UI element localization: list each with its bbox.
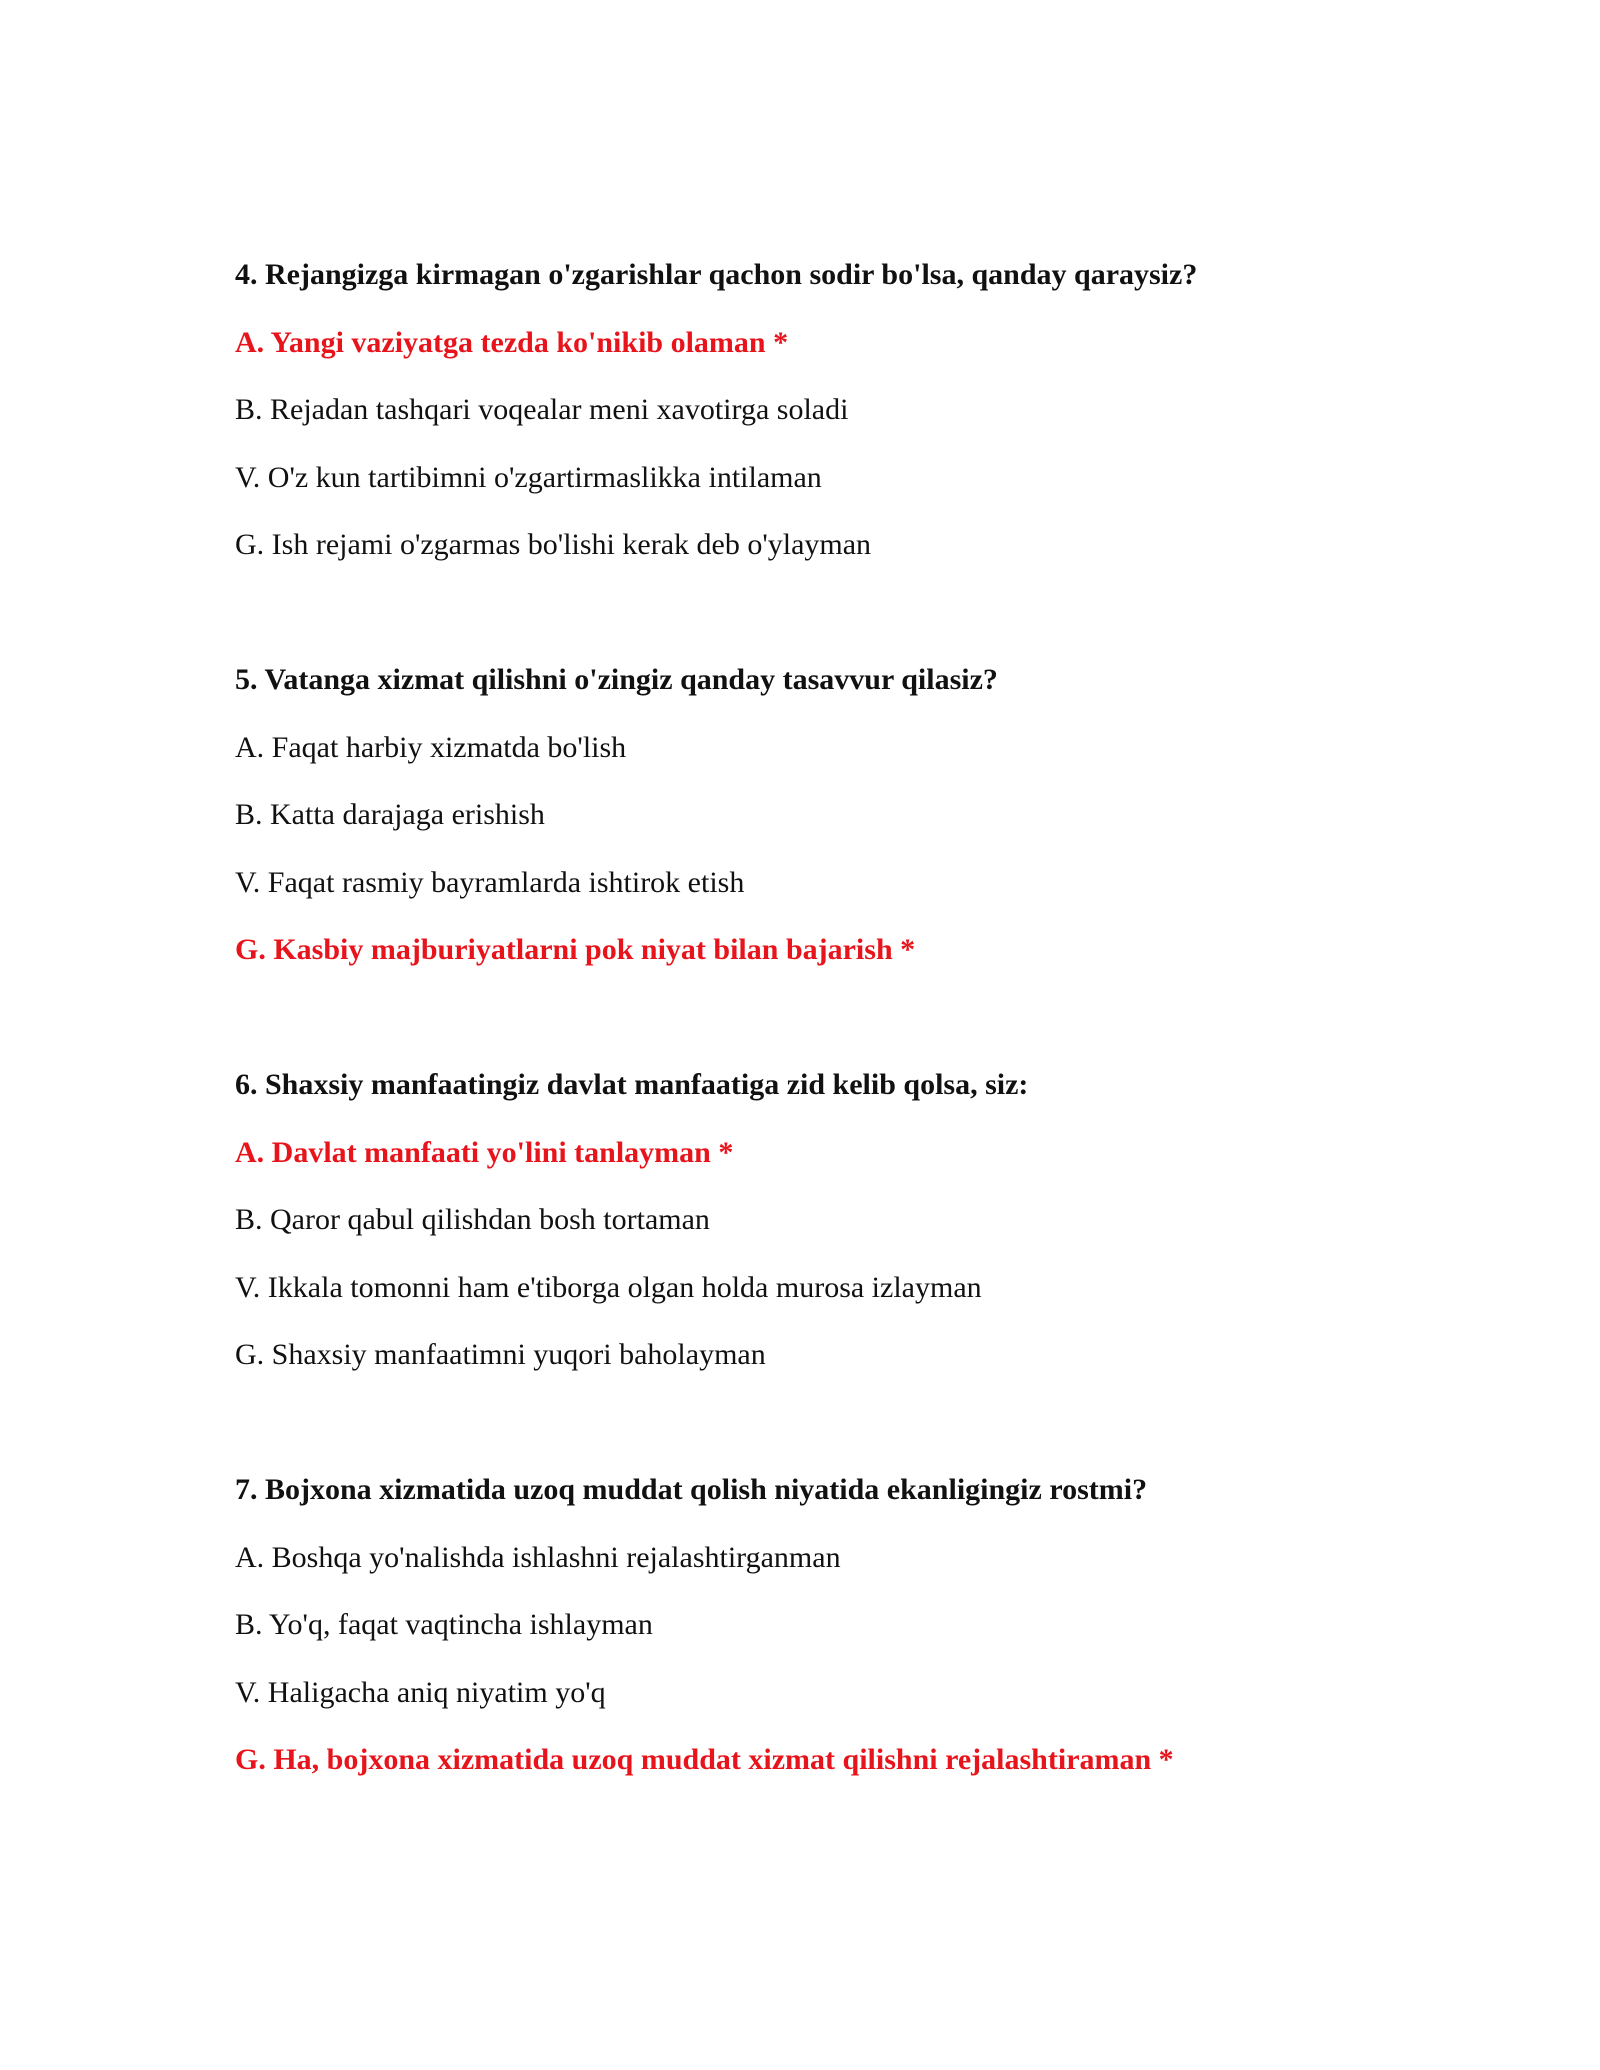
answer-option: G. Shaxsiy manfaatimni yuqori baholayman — [235, 1338, 766, 1371]
answer-option-correct: A. Yangi vaziyatga tezda ko'nikib olaman * — [235, 325, 789, 359]
question-text: 6. Shaxsiy manfaatingiz davlat manfaatiga zid kelib qolsa, siz: — [235, 1068, 1029, 1101]
answer-option-correct: A. Davlat manfaati yo'lini tanlayman * — [235, 1135, 734, 1169]
answer-option: V. Faqat rasmiy bayramlarda ishtirok etish — [235, 865, 745, 899]
answer-option: B. Rejadan tashqari voqealar meni xavotirga soladi — [235, 393, 849, 426]
answer-option: A. Faqat harbiy xizmatda bo'lish — [235, 730, 627, 764]
answer-option: B. Katta darajaga erishish — [235, 798, 545, 831]
question-6 — [235, 1060, 1435, 1398]
question-text: 4. Rejangizga kirmagan o'zgarishlar qachon sodir bo'lsa, qanday qaraysiz? — [235, 258, 1198, 291]
answer-option: V. O'z kun tartibimni o'zgartirmaslikka intilaman — [235, 460, 822, 494]
answer-option: B. Yo'q, faqat vaqtincha ishlayman — [235, 1608, 653, 1641]
answer-option: G. Ish rejami o'zgarmas bo'lishi kerak deb o'ylayman — [235, 528, 872, 561]
question-7 — [235, 1465, 1435, 1803]
question-5 — [235, 655, 1435, 993]
answer-option: B. Qaror qabul qilishdan bosh tortaman — [235, 1203, 710, 1236]
question-text: 7. Bojxona xizmatida uzoq muddat qolish niyatida ekanligingiz rostmi? — [235, 1473, 1148, 1506]
answer-option-correct: G. Ha, bojxona xizmatida uzoq muddat xizmat qilishni rejalashtiraman * — [235, 1743, 1174, 1776]
question-text: 5. Vatanga xizmat qilishni o'zingiz qanday tasavvur qilasiz? — [235, 663, 998, 696]
answer-option: V. Ikkala tomonni ham e'tiborga olgan holda murosa izlayman — [235, 1270, 982, 1304]
answer-option: A. Boshqa yo'nalishda ishlashni rejalashtirganman — [235, 1540, 841, 1574]
question-4 — [235, 250, 1435, 588]
answer-option: V. Haligacha aniq niyatim yo'q — [235, 1675, 606, 1709]
answer-option-correct: G. Kasbiy majburiyatlarni pok niyat bilan bajarish * — [235, 933, 916, 966]
